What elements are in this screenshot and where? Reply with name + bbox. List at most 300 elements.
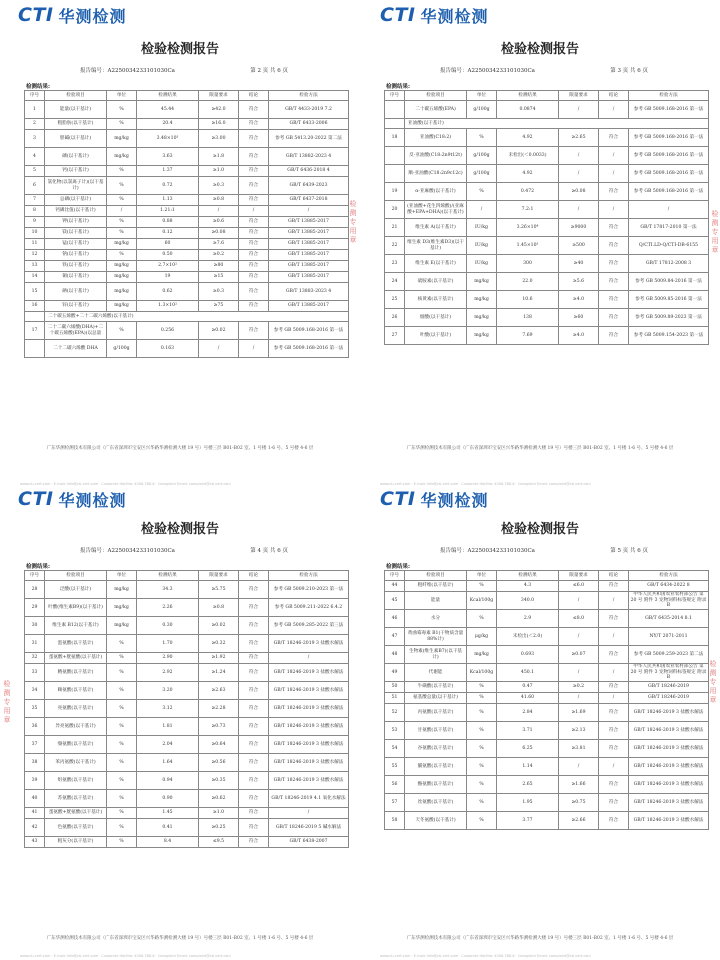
table-header-row (25, 91, 349, 101)
unit-cell: g/100g (467, 101, 497, 119)
item-cell: 镁(以干基计) (45, 228, 107, 239)
item-cell: 泛酸(以干基计) (45, 581, 107, 599)
row-no-cell: 54 (385, 740, 405, 758)
method-cell: GB/T 6439-2023 (269, 177, 349, 195)
method-cell: 中华人民共和国农业农村部公告 第 20 号 附件 3 宠物饲料标签规定 附录 B (629, 664, 709, 682)
results-table (24, 90, 349, 358)
report-title: 检验检测报告 (140, 522, 219, 537)
unit-cell: % (107, 837, 137, 848)
item-cell: 水分 (405, 610, 467, 628)
limit-cell: ≥1.0 (199, 166, 239, 177)
conclusion-cell: / (599, 592, 629, 610)
method-cell: 参考 GB 5009.154-2023 第一法 (629, 327, 709, 345)
column-header: 检测结果 (137, 91, 199, 101)
conclusion-cell: 符合 (239, 581, 269, 599)
method-cell: GB/T 18246-2019 3 盐酸水解法 (269, 754, 349, 772)
method-cell: GB/T 6437-2018 (269, 195, 349, 206)
method-cell: 参考 GB 5009.168-2016 第一法 (629, 165, 709, 183)
unit-cell: mg/kg (107, 581, 137, 599)
item-cell: 铁(以干基计) (45, 261, 107, 272)
item-cell: 硫胺素(以干基计) (405, 273, 467, 291)
column-header: 检测结果 (137, 571, 199, 581)
result-cell: 1.13 (137, 195, 199, 206)
limit-cell: ≥0.3 (199, 177, 239, 195)
unit-cell: % (107, 664, 137, 682)
limit-cell: / (559, 592, 599, 610)
row-no-cell: 45 (385, 592, 405, 610)
result-cell: 4.3 (497, 581, 559, 592)
method-cell: GB/T 13885-2017 (269, 217, 349, 228)
conclusion-cell: 符合 (239, 837, 269, 848)
method-cell: GB/T 18246-2019 3 盐酸水解法 (269, 635, 349, 653)
table-row (385, 740, 709, 758)
item-cell: 能量(以干基计) (45, 101, 107, 119)
table-row (25, 250, 349, 261)
contact-strip: www.cti-cert.com · E-mail: info@cti-cert.com · Customer Hotline: 4006-788-6 · Complaint Email: complaint@cti-cert.com (380, 954, 591, 958)
company-footer: 广东华测检测技术有限公司（广东省深圳市宝安区兴华路华测检测大楼 19 号）号楼三层 B01-B02 室、1 号楼 1-6 号、5 号楼 4-6 层 (46, 446, 314, 451)
limit-cell: ≥0.3 (199, 283, 239, 301)
column-header: 结论 (599, 91, 629, 101)
table-row (25, 736, 349, 754)
row-no-cell: 25 (385, 291, 405, 309)
results-table (384, 570, 709, 830)
logo-name: 华测检测 (58, 6, 127, 26)
result-cell: 未检出(＜0.0033) (497, 147, 559, 165)
limit-cell: ≥0.62 (199, 790, 239, 808)
result-cell: 1.3×10² (137, 301, 199, 312)
item-cell: 能量 (405, 592, 467, 610)
conclusion-cell: 符合 (239, 177, 269, 195)
table-row (25, 808, 349, 819)
row-no-cell: 23 (385, 255, 405, 273)
conclusion-cell: 符合 (599, 219, 629, 237)
row-no-cell: 21 (385, 219, 405, 237)
table-row (385, 101, 709, 119)
limit-cell: / (199, 206, 239, 217)
table-header-row (385, 91, 709, 101)
official-stamp: 检测专用章 (349, 200, 357, 245)
row-no-cell: 43 (25, 837, 45, 848)
method-cell: GB/T 13885-2017 (269, 228, 349, 239)
table-row (25, 312, 349, 322)
method-cell: 参考 GB 5009.168-2016 第一法 (629, 129, 709, 147)
row-no-cell: 42 (25, 819, 45, 837)
limit-cell: ≥0.75 (559, 794, 599, 812)
conclusion-cell: 符合 (599, 740, 629, 758)
result-cell: 0.41 (137, 819, 199, 837)
table-row (385, 610, 709, 628)
method-cell: GB/T 18246-2019 3 盐酸水解法 (629, 794, 709, 812)
conclusion-cell: 符合 (239, 635, 269, 653)
row-no-cell: 35 (25, 700, 45, 718)
conclusion-cell: 符合 (599, 610, 629, 628)
item-cell: 粗灰分(以干基计) (45, 837, 107, 848)
item-cell: 锰(以干基计) (45, 239, 107, 250)
limit-cell: ≥42.0 (199, 101, 239, 119)
row-no-cell: 12 (25, 250, 45, 261)
column-header: 检验项目 (405, 571, 467, 581)
row-no-cell: 33 (25, 664, 45, 682)
row-no-cell: 1 (25, 101, 45, 119)
result-cell: 2.92 (137, 664, 199, 682)
unit-cell: % (107, 250, 137, 261)
unit-cell: % (107, 682, 137, 700)
result-cell: 3.63 (137, 148, 199, 166)
column-header: 检验项目 (45, 91, 107, 101)
table-row (25, 261, 349, 272)
conclusion-cell: 符合 (239, 301, 269, 312)
row-no-cell: 18 (385, 129, 405, 147)
table-row (385, 147, 709, 165)
item-cell: 钙(以干基计) (45, 166, 107, 177)
row-no-cell: 53 (385, 722, 405, 740)
item-cell: 反-亚油酸(C18:2n9t12t) (405, 147, 467, 165)
limit-cell: / (559, 165, 599, 183)
conclusion-cell: / (239, 340, 269, 358)
method-cell: GB/T 6438-2007 (269, 837, 349, 848)
item-cell: α-亚麻酸(以干基计) (405, 183, 467, 201)
method-cell: GB/T 13885-2017 (269, 272, 349, 283)
conclusion-cell: 符合 (599, 682, 629, 693)
conclusion-cell: / (239, 206, 269, 217)
unit-cell: % (467, 758, 497, 776)
table-row (385, 722, 709, 740)
unit-cell: mg/kg (467, 309, 497, 327)
unit-cell: IU/kg (467, 255, 497, 273)
column-header: 限量要求 (559, 91, 599, 101)
limit-cell: ≥2.63 (199, 682, 239, 700)
item-cell: 赖氨酸(以干基计) (45, 682, 107, 700)
conclusion-cell: 符合 (239, 148, 269, 166)
limit-cell: ≥0.08 (199, 228, 239, 239)
unit-cell: μg/kg (467, 628, 497, 646)
conclusion-cell: 符合 (239, 101, 269, 119)
table-row (385, 119, 709, 129)
row-no-cell: 28 (25, 581, 45, 599)
unit-cell: % (107, 700, 137, 718)
limit-cell: / (559, 101, 599, 119)
unit-cell: % (467, 183, 497, 201)
unit-cell: mg/kg (107, 261, 137, 272)
row-no-cell: 29 (25, 599, 45, 617)
method-cell: GB/T 18246-2019 3 盐酸水解法 (269, 682, 349, 700)
method-cell: 参考 GB 5009.168-2016 第一法 (269, 340, 349, 358)
row-no-cell: 15 (25, 283, 45, 301)
row-no-cell: 7 (25, 195, 45, 206)
table-row (25, 101, 349, 119)
limit-cell: / (559, 664, 599, 682)
row-no-cell: 24 (385, 273, 405, 291)
conclusion-cell: / (599, 628, 629, 646)
conclusion-cell: / (599, 201, 629, 219)
result-cell: 0.256 (137, 322, 199, 340)
column-header: 检验方法 (629, 91, 709, 101)
conclusion-cell: / (599, 147, 629, 165)
method-cell: 中华人民共和国农业农村部公告 第 20 号 附件 3 宠物饲料标签规定 附录 B (629, 592, 709, 610)
method-cell: GB/T 13883-2023 4 (269, 283, 349, 301)
conclusion-cell: 符合 (599, 704, 629, 722)
method-cell: GB/T 4433-2019 7.2 (269, 101, 349, 119)
item-cell: 缬氨酸(以干基计) (45, 736, 107, 754)
limit-cell: ≥2.13 (559, 722, 599, 740)
item-cell: 黄曲霉毒素 B1(干物质含量 88%计) (405, 628, 467, 646)
conclusion-cell: 符合 (599, 129, 629, 147)
item-cell: 核黄素(以干基计) (405, 291, 467, 309)
result-cell: 34.3 (137, 581, 199, 599)
item-cell: 亚油酸(C18:2) (405, 129, 467, 147)
item-cell: 精氨酸(以干基计) (45, 664, 107, 682)
method-cell: GB/T 18246-2019 3 盐酸水解法 (629, 776, 709, 794)
row-no-cell: 39 (25, 772, 45, 790)
limit-cell: ≤9.5 (199, 837, 239, 848)
unit-cell: % (107, 754, 137, 772)
unit-cell: / (107, 206, 137, 217)
item-cell: 维生素 B12(以干基计) (45, 617, 107, 635)
result-cell: 3.77 (497, 812, 559, 830)
table-row (385, 758, 709, 776)
column-header: 单位 (107, 571, 137, 581)
row-no-cell: 27 (385, 327, 405, 345)
result-cell: 0.472 (497, 183, 559, 201)
column-header: 检验方法 (269, 571, 349, 581)
limit-cell: ≥0.73 (199, 718, 239, 736)
conclusion-cell: 符合 (239, 790, 269, 808)
limit-cell: ≥0.56 (199, 754, 239, 772)
unit-cell: g/100g (467, 147, 497, 165)
unit-cell: % (107, 217, 137, 228)
method-cell: GB/T 13882-2023 4 (269, 148, 349, 166)
unit-cell: % (467, 740, 497, 758)
method-cell: GB/T 18246-2019 3 盐酸水解法 (629, 722, 709, 740)
table-row (25, 283, 349, 301)
table-row (25, 239, 349, 250)
conclusion-cell: 符合 (239, 250, 269, 261)
conclusion-cell: 符合 (239, 819, 269, 837)
method-cell: GB/T 6434-2022 8 (629, 581, 709, 592)
item-cell: 二十碳五烯酸(EPA) (405, 101, 467, 119)
limit-cell: ≥0.02 (199, 322, 239, 340)
item-cell: 顺-亚油酸(C18:2n9c12c) (405, 165, 467, 183)
item-cell: 磷(以干基计) (45, 148, 107, 166)
table-row (25, 228, 349, 239)
results-table (384, 90, 709, 345)
method-cell: 参考 GB 5009.285-2022 第三法 (269, 617, 349, 635)
row-no-cell (25, 340, 45, 358)
results-table (24, 570, 349, 848)
row-no-cell (385, 147, 405, 165)
result-cell: 0.50 (137, 250, 199, 261)
result-cell: 1.81 (137, 718, 199, 736)
column-header: 检测结果 (497, 571, 559, 581)
table-row (25, 653, 349, 664)
conclusion-cell: 符合 (239, 239, 269, 250)
table-row (25, 617, 349, 635)
unit-cell: % (467, 129, 497, 147)
table-row (25, 195, 349, 206)
company-footer: 广东华测检测技术有限公司（广东省深圳市宝安区兴华路华测检测大楼 19 号）号楼三层 B01-B02 室、1 号楼 1-6 号、5 号楼 4-6 层 (406, 446, 674, 451)
conclusion-cell: 符合 (599, 273, 629, 291)
unit-cell: % (107, 653, 137, 664)
item-cell: 牛磺酸(以干基计) (405, 682, 467, 693)
table-row (25, 837, 349, 848)
limit-cell: ≥75 (199, 301, 239, 312)
result-cell: 10.6 (497, 291, 559, 309)
method-cell: 参考 GB 5009.210-2023 第一法 (269, 581, 349, 599)
group-label-cell: 二十碳五烯酸+二十二碳六烯酸(以干基计) (45, 312, 349, 322)
method-cell: 参考 GB 5009.168-2016 第一法 (629, 183, 709, 201)
limit-cell: ≥0.8 (199, 599, 239, 617)
unit-cell: mg/kg (107, 617, 137, 635)
item-cell: 叶酸(维生素B9)(以干基计) (45, 599, 107, 617)
method-cell: / (269, 206, 349, 217)
method-cell: GB/T 18246-2019 4.1 氧化水解法 (269, 790, 349, 808)
limit-cell: ≥9000 (559, 219, 599, 237)
report-page-2 (0, 0, 360, 480)
unit-cell: mg/kg (107, 130, 137, 148)
unit-cell: % (107, 166, 137, 177)
unit-cell: Kcal/100g (467, 592, 497, 610)
cti-logo (18, 488, 127, 510)
result-cell: 1.70 (137, 635, 199, 653)
result-cell: 2.26 (137, 599, 199, 617)
item-cell: 烟酸(以干基计) (405, 309, 467, 327)
row-no-cell: 47 (385, 628, 405, 646)
table-row (25, 635, 349, 653)
item-cell: 二十二碳六烯酸 DHA (45, 340, 107, 358)
results-label: 检测结果: (386, 564, 411, 570)
conclusion-cell: 符合 (599, 812, 629, 830)
table-row (25, 819, 349, 837)
method-cell: 参考 GB 5009.85-2016 第一法 (629, 291, 709, 309)
method-cell: GB/T 18246-2019 3 盐酸水解法 (629, 812, 709, 830)
limit-cell: ≤6.0 (559, 581, 599, 592)
method-cell: 参考 GB 5413.20-2022 第二法 (269, 130, 349, 148)
item-cell: 氯化物(以氯离子计)(以干基计) (45, 177, 107, 195)
unit-cell: % (107, 177, 137, 195)
conclusion-cell: / (599, 693, 629, 704)
table-row (25, 790, 349, 808)
table-row (385, 776, 709, 794)
method-cell: GB/T 18246-2019 (629, 682, 709, 693)
row-no-cell: 9 (25, 217, 45, 228)
limit-cell: ≥1.69 (559, 704, 599, 722)
limit-cell: ≥0.32 (199, 635, 239, 653)
unit-cell: / (467, 201, 497, 219)
column-header: 结论 (239, 571, 269, 581)
method-cell: 参考 GB 5009.84-2016 第一法 (629, 273, 709, 291)
method-cell: GB/T 6435-2014 8.1 (629, 610, 709, 628)
conclusion-cell: 符合 (239, 599, 269, 617)
result-cell: 300 (497, 255, 559, 273)
result-cell: 4.92 (497, 165, 559, 183)
row-no-cell: 36 (25, 718, 45, 736)
limit-cell: ≥1.66 (559, 776, 599, 794)
method-cell: / (269, 808, 349, 819)
conclusion-cell: 符合 (239, 261, 269, 272)
result-cell: 3.71 (497, 722, 559, 740)
conclusion-cell: 符合 (599, 309, 629, 327)
conclusion-cell: 符合 (239, 682, 269, 700)
unit-cell: % (467, 812, 497, 830)
item-cell: 蛋氨酸+胱氨酸(以干基计) (45, 653, 107, 664)
row-no-cell: 46 (385, 610, 405, 628)
unit-cell: % (107, 790, 137, 808)
limit-cell: ≥16.0 (199, 119, 239, 130)
method-cell: GB/T 18246-2019 3 盐酸水解法 (269, 700, 349, 718)
limit-cell: ≥7.6 (199, 239, 239, 250)
unit-cell: mg/kg (107, 301, 137, 312)
unit-cell: % (107, 635, 137, 653)
unit-cell: % (107, 195, 137, 206)
limit-cell: ≥3.00 (199, 130, 239, 148)
row-no-cell: 57 (385, 794, 405, 812)
unit-cell: % (467, 581, 497, 592)
conclusion-cell: 符合 (239, 166, 269, 177)
unit-cell: g/100g (467, 165, 497, 183)
table-row (25, 166, 349, 177)
row-no-cell: 56 (385, 776, 405, 794)
result-cell: 8.4 (137, 837, 199, 848)
limit-cell: ≥0.25 (199, 819, 239, 837)
item-cell: 铜(以干基计) (45, 272, 107, 283)
method-cell: 参考 GB 5009.168-2016 第一法 (629, 147, 709, 165)
conclusion-cell: 符合 (599, 291, 629, 309)
report-number: 报告编号：A2250034233101030Ca (80, 548, 175, 554)
logo-brand: CTI (380, 488, 416, 510)
result-cell: 0.94 (137, 772, 199, 790)
item-cell: 蛋氨酸+胱氨酸(以干基计) (45, 808, 107, 819)
result-cell: 22.0 (497, 273, 559, 291)
unit-cell: % (107, 819, 137, 837)
column-header: 结论 (599, 571, 629, 581)
row-no-cell: 37 (25, 736, 45, 754)
item-cell: 脯氨酸(以干基计) (405, 758, 467, 776)
conclusion-cell: / (599, 758, 629, 776)
conclusion-cell: 符合 (599, 722, 629, 740)
conclusion-cell: / (599, 664, 629, 682)
unit-cell: g/100g (107, 340, 137, 358)
limit-cell: ≥0.8 (199, 195, 239, 206)
row-no-cell: 49 (385, 664, 405, 682)
method-cell: 参考 GB 5009.89-2023 第一法 (629, 309, 709, 327)
item-cell: 钠(以干基计) (45, 250, 107, 261)
table-row (385, 592, 709, 610)
row-no-cell: 34 (25, 682, 45, 700)
method-cell: 参考 GB 5009.211-2022 6.4.2 (269, 599, 349, 617)
item-cell: 氨基酸总量(以干基计) (405, 693, 467, 704)
unit-cell: % (467, 693, 497, 704)
report-title: 检验检测报告 (140, 42, 219, 57)
table-row (25, 206, 349, 217)
row-no-cell: 20 (385, 201, 405, 219)
table-row (385, 309, 709, 327)
unit-cell: mg/kg (107, 272, 137, 283)
contact-strip: www.cti-cert.com · E-mail: info@cti-cert.com · Customer Hotline: 4006-788-6 · Complaint Email: complaint@cti-cert.com (380, 482, 591, 486)
method-cell: GB/T 13885-2017 (269, 250, 349, 261)
limit-cell: ≥5.6 (559, 273, 599, 291)
limit-cell: ≥80 (199, 261, 239, 272)
unit-cell: % (107, 101, 137, 119)
result-cell: 0.72 (137, 177, 199, 195)
results-label: 检测结果: (26, 564, 51, 570)
table-row (385, 646, 709, 664)
result-cell: 2.84 (497, 704, 559, 722)
column-header: 序号 (25, 571, 45, 581)
column-header: 序号 (385, 91, 405, 101)
column-header: 检验方法 (269, 91, 349, 101)
row-no-cell: 22 (385, 237, 405, 255)
conclusion-cell: 符合 (599, 646, 629, 664)
